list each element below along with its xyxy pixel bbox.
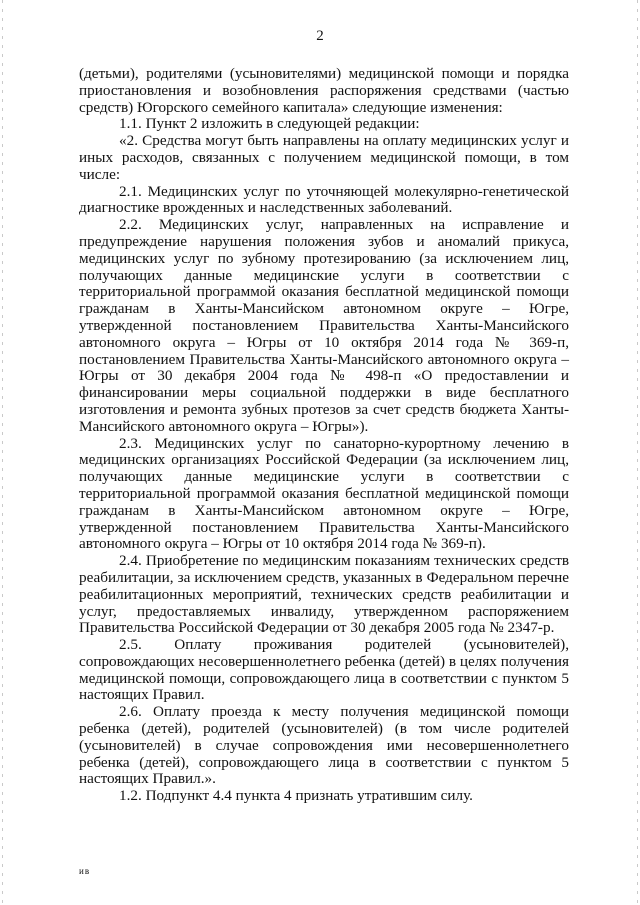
paragraph-intro-continuation: (детьми), родителями (усыновителями) медицинской помощи и порядка приостановления и возобновления распоряжения средствами (частью средств) Югорского семейного капитала» следующие изменения:: [79, 65, 569, 116]
paragraph-2-4: 2.4. Приобретение по медицинским показаниям технических средств реабилитации, за исключением средств, указанных в Федеральном перечне реабилитационных мероприятий, технических средств реабилитации и услуг, предоставляемых инвалиду, утвержденном распоряжением Правительства Российской Федерации от 30 декабря 2005 года № 2347-р.: [79, 552, 569, 637]
scan-edge-right: [637, 0, 638, 905]
paragraph-2-1: 2.1. Медицинских услуг по уточняющей молекулярно-генетической диагностике врожденных и наследственных заболеваний.: [79, 182, 569, 217]
paragraph-2-3: 2.3. Медицинских услуг по санаторно-курортному лечению в медицинских организациях Российской Федерации (за исключением лиц, получающих данные медицинские услуги в соответствии с территориальной программой оказания бесплатной медицинской помощи гражданам в Ханты-Мансийском автономном округе – Югре, утвержденной постановлением Правительства Ханты-Мансийского автономного округа – Югры от 10 октября 2014 года № 369-п).: [79, 434, 569, 553]
paragraph-2-5: 2.5. Оплату проживания родителей (усыновителей), сопровождающих несовершеннолетнего ребенка (детей) в целях получения медицинской помощи, сопровождающего лица в соответствии с пунктом 5 настоящих Правил.: [79, 636, 570, 704]
paragraph-point-2: «2. Средства могут быть направлены на оплату медицинских услуг и иных расходов, связанных с получением медицинской помощи, в том числе:: [79, 132, 569, 183]
paragraph-1-1: 1.1. Пункт 2 изложить в следующей редакции:: [119, 115, 420, 133]
page-number: 2: [316, 28, 324, 44]
paragraph-1-2: 1.2. Подпункт 4.4 пункта 4 признать утратившим силу.: [119, 787, 473, 805]
footer-mark: ив: [79, 866, 91, 876]
paragraph-2-2: 2.2. Медицинских услуг, направленных на исправление и предупреждение нарушения положения зубов и аномалий прикуса, медицинских услуг по зубному протезированию (за исключением лиц, получающих данные медицинские услуги в соответствии с территориальной программой оказания бесплатной медицинской помощи гражданам в Ханты-Мансийском автономном округе – Югре, утвержденной постановлением Правительства Ханты-Мансийского автономного округа – Югры от 10 октября 2014 года № 369-п, постановлением Правительства Ханты-Мансийского автономного округа – Югры от 30 декабря 2004 года № 498-п «О предоставлении и финансировании меры социальной поддержки в виде бесплатного изготовления и ремонта зубных протезов за счет средств бюджета Ханты-Мансийского автономного округа – Югры»).: [79, 216, 569, 435]
scan-edge-left: [2, 0, 3, 905]
paragraph-2-6: 2.6. Оплату проезда к месту получения медицинской помощи ребенка (детей), родителей (усыновителей) (в том числе родителей (усыновителей) в случае сопровождения ими несовершеннолетнего ребенка (детей), сопровождающего лица в соответствии с пунктом 5 настоящих Правил.».: [79, 703, 569, 788]
document-body: [79, 66, 569, 805]
